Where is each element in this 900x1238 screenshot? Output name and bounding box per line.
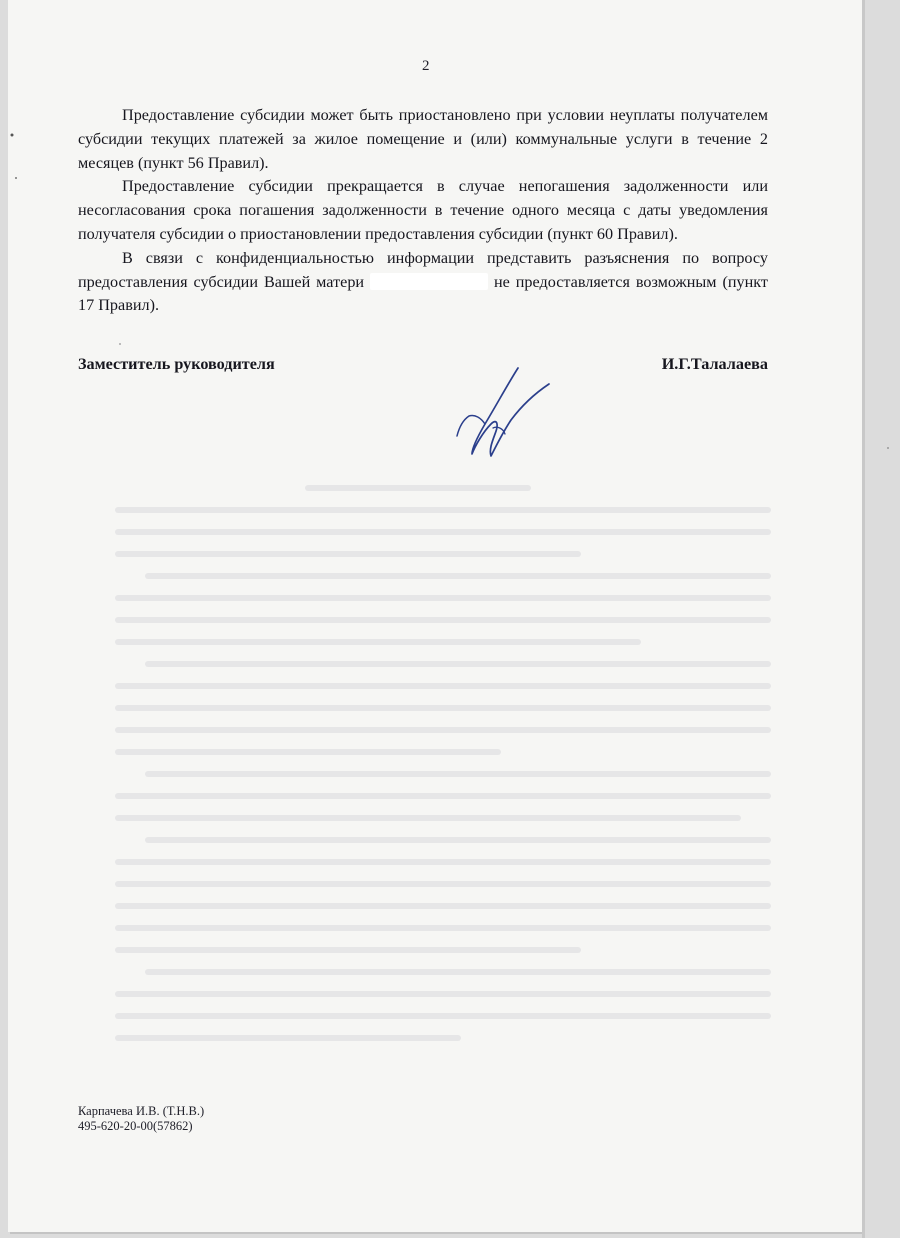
signatory-position: Заместитель руководителя [78, 355, 275, 373]
executor-name: Карпачева И.В. (Т.Н.В.) [78, 1104, 205, 1118]
paragraph-termination: Предоставление субсидии прекращается в случае непогашения задолженности или несогласования срока погашения задолженности в течение одного месяца с даты уведомления получателя субсидии о приостановлении предоставления субсидии (пункт 60 Правил). [78, 177, 768, 243]
paragraph-confidentiality [78, 247, 768, 318]
handwritten-signature [445, 362, 560, 467]
signatory-name: И.Г.Талалаева [661, 355, 768, 373]
executor-phone: 495-620-20-00(57862) [78, 1119, 193, 1133]
show-through-text [78, 470, 778, 1090]
executor-contact [78, 1104, 204, 1134]
signature-block [78, 355, 768, 374]
redacted-name [370, 273, 488, 290]
page-number: 2 [422, 58, 430, 74]
paragraph-suspension: Предоставление субсидии может быть приостановлено при условии неуплаты получателем субсидии текущих платежей за жилое помещение и (или) коммунальные услуги в течение 2 месяцев (пункт 56 Правил). [78, 106, 768, 172]
letter-body [78, 104, 768, 318]
paragraph-confidentiality-start: В связи с конфиденциальностью информации представить разъяснения по вопросу предоставления субсидии Вашей матери [78, 248, 768, 291]
paragraph-confidentiality-end: не предоставляется возможным (пункт 17 Правил). [78, 272, 768, 315]
sheet-edge [862, 0, 865, 1238]
